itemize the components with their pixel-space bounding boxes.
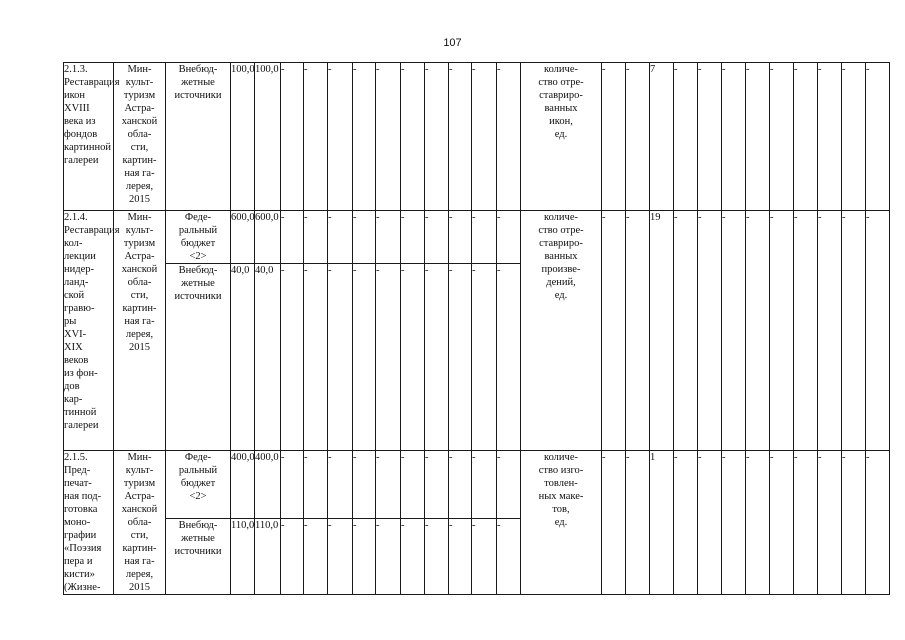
amount-cell: -	[304, 63, 328, 211]
funding-source-line: Внебюд-	[178, 64, 218, 75]
indicator-value: -	[626, 63, 650, 211]
executor-cell	[114, 451, 166, 595]
indicator-cell-line: ство отре-	[538, 225, 584, 236]
activity-name-line: кол-	[64, 238, 83, 249]
amount-cell: -	[376, 519, 401, 595]
executor-cell-line: лерея,	[125, 181, 154, 192]
amount-cell: -	[281, 519, 304, 595]
executor-cell-line: туризм	[123, 90, 156, 101]
amount-cell: -	[497, 63, 521, 211]
activity-name-line: графии	[64, 530, 97, 541]
amount-cell: -	[304, 211, 328, 264]
amount-cell: -	[425, 63, 449, 211]
executor-cell-line: лерея,	[125, 329, 154, 340]
table-row	[64, 451, 890, 519]
amount-cell: -	[497, 451, 521, 519]
activity-name-line: ланд-	[64, 277, 89, 288]
indicator-cell-line: товлен-	[544, 478, 578, 489]
amount-cell: -	[304, 451, 328, 519]
amount-cell: -	[353, 211, 376, 264]
indicator-cell-line: ед.	[554, 290, 568, 301]
amount-cell: -	[449, 211, 472, 264]
funding-source-line: жетные	[181, 278, 215, 289]
amount-cell: -	[328, 264, 353, 451]
amount-cell: -	[401, 63, 425, 211]
activity-name-line: XVIII	[64, 103, 90, 114]
indicator-value: -	[746, 451, 770, 595]
amount-cell: -	[472, 63, 497, 211]
indicator-value: -	[722, 63, 746, 211]
indicator-cell-line: ед.	[554, 517, 568, 528]
activity-name-line: ная под-	[64, 491, 102, 502]
executor-cell-line: картин-	[122, 543, 157, 554]
activity-name-line: тинной	[64, 407, 97, 418]
activity-name-line: галереи	[64, 420, 99, 431]
amount-year: 110,0	[255, 519, 281, 595]
activity-name-line: XIX	[64, 342, 83, 353]
activity-name-line: Реставрация	[64, 225, 120, 236]
amount-cell: -	[328, 211, 353, 264]
table-row	[64, 63, 890, 211]
amount-cell: -	[281, 264, 304, 451]
activity-name-line: 2.1.5.	[64, 452, 88, 463]
executor-cell-line: сти,	[130, 142, 149, 153]
indicator-value: -	[842, 211, 866, 451]
amount-cell: -	[281, 63, 304, 211]
executor-cell-line: Мин-	[127, 64, 152, 75]
amount-cell: -	[376, 264, 401, 451]
indicator-value: -	[698, 211, 722, 451]
indicator-cell-line: ставриро-	[539, 238, 583, 249]
indicator-cell-line: количе-	[544, 452, 578, 463]
indicator-cell-line: ванных	[544, 251, 578, 262]
indicator-value: -	[794, 211, 818, 451]
program-table	[63, 62, 890, 595]
activity-name-line: 2.1.4.	[64, 212, 88, 223]
indicator-cell-line: количе-	[544, 64, 578, 75]
indicator-value: -	[842, 451, 866, 595]
indicator-value: -	[842, 63, 866, 211]
indicator-value: -	[770, 451, 794, 595]
indicator-cell-line: ных маке-	[538, 491, 584, 502]
activity-name	[64, 451, 114, 595]
executor-cell-line: картин-	[122, 155, 157, 166]
indicator-value: -	[746, 63, 770, 211]
indicator-value: -	[818, 451, 842, 595]
indicator-value: -	[602, 63, 626, 211]
executor-cell-line: туризм	[123, 238, 156, 249]
indicator-cell-line: ед.	[554, 129, 568, 140]
amount-cell: -	[281, 211, 304, 264]
amount-cell: -	[425, 264, 449, 451]
activity-name-line: ры	[64, 316, 77, 327]
activity-name-line: XVI-	[64, 329, 87, 340]
executor-cell-line: Астра-	[124, 103, 155, 114]
indicator-cell-line: ство отре-	[538, 77, 584, 88]
amount-total: 600,0	[231, 211, 255, 264]
executor-cell-line: ная га-	[124, 556, 155, 567]
page-number: 107	[443, 37, 462, 49]
indicator-value: -	[626, 211, 650, 451]
activity-name-line: печат-	[64, 478, 92, 489]
activity-name-line: готовка	[64, 504, 98, 515]
executor-cell-line: ханской	[121, 264, 158, 275]
executor-cell-line: культ-	[125, 465, 154, 476]
amount-cell: -	[401, 211, 425, 264]
funding-source	[166, 264, 231, 451]
indicator-value: -	[818, 211, 842, 451]
executor-cell-line: 2015	[129, 582, 150, 593]
executor-cell-line: сти,	[130, 290, 149, 301]
indicator-value: 1	[650, 451, 674, 595]
activity-name-line: гравю-	[64, 303, 95, 314]
indicator-value: -	[674, 451, 698, 595]
amount-cell: -	[328, 519, 353, 595]
executor-cell	[114, 211, 166, 451]
activity-name-line: 2.1.3.	[64, 64, 88, 75]
amount-year: 100,0	[255, 63, 281, 211]
executor-cell-line: ная га-	[124, 168, 155, 179]
amount-year: 40,0	[255, 264, 281, 451]
executor-cell	[114, 63, 166, 211]
executor-cell-line: картин-	[122, 303, 157, 314]
amount-cell: -	[472, 451, 497, 519]
executor-cell-line: Мин-	[127, 452, 152, 463]
activity-name-line: икон	[64, 90, 86, 101]
indicator-value: -	[698, 63, 722, 211]
indicator-value: -	[698, 451, 722, 595]
funding-source-line: Внебюд-	[178, 520, 218, 531]
amount-cell: -	[353, 63, 376, 211]
amount-cell: -	[353, 451, 376, 519]
indicator-cell-line: дений,	[546, 277, 576, 288]
funding-source-line: источники	[174, 291, 222, 302]
activity-name-line: ской	[64, 290, 85, 301]
funding-source	[166, 63, 231, 211]
indicator-value: -	[674, 211, 698, 451]
indicator-value: -	[794, 63, 818, 211]
indicator-value: -	[602, 211, 626, 451]
funding-source-line: ральный	[178, 465, 218, 476]
indicator-value: 19	[650, 211, 674, 451]
amount-cell: -	[328, 451, 353, 519]
indicator-value: -	[770, 63, 794, 211]
amount-cell: -	[328, 63, 353, 211]
amount-cell: -	[497, 264, 521, 451]
activity-name-line: кисти»	[64, 569, 95, 580]
executor-cell-line: ная га-	[124, 316, 155, 327]
amount-cell: -	[425, 451, 449, 519]
amount-total: 40,0	[231, 264, 255, 451]
activity-name-line: фондов	[64, 129, 98, 140]
amount-cell: -	[353, 519, 376, 595]
executor-cell-line: 2015	[129, 342, 150, 353]
executor-cell-line: туризм	[123, 478, 156, 489]
activity-name-line: дов	[64, 381, 80, 392]
funding-source-line: <2>	[189, 491, 207, 502]
executor-cell-line: ханской	[121, 504, 158, 515]
amount-cell: -	[401, 264, 425, 451]
activity-name-line: из фон-	[64, 368, 98, 379]
activity-name	[64, 211, 120, 451]
indicator-cell-line: тов,	[552, 504, 570, 515]
amount-cell: -	[376, 211, 401, 264]
indicator-value: -	[674, 63, 698, 211]
executor-cell-line: обла-	[127, 517, 152, 528]
executor-cell-line: Мин-	[127, 212, 152, 223]
amount-cell: -	[304, 519, 328, 595]
funding-source-line: ральный	[178, 225, 218, 236]
activity-name-line: лекции	[64, 251, 96, 262]
funding-source-line: бюджет	[180, 478, 216, 489]
executor-cell-line: обла-	[127, 129, 152, 140]
amount-total: 400,0	[231, 451, 255, 519]
amount-cell: -	[376, 451, 401, 519]
indicator-value: -	[770, 211, 794, 451]
indicator-value: -	[746, 211, 770, 451]
amount-cell: -	[472, 264, 497, 451]
indicator-cell-line: ванных	[544, 103, 578, 114]
indicator-value: -	[866, 63, 890, 211]
indicator-value: -	[866, 451, 890, 595]
funding-source-line: Феде-	[184, 212, 212, 223]
amount-year: 600,0	[255, 211, 281, 264]
activity-name-line: галереи	[64, 155, 99, 166]
executor-cell-line: Астра-	[124, 491, 155, 502]
funding-source-line: Внебюд-	[178, 265, 218, 276]
executor-cell-line: лерея,	[125, 569, 154, 580]
amount-cell: -	[425, 519, 449, 595]
executor-cell-line: Астра-	[124, 251, 155, 262]
funding-source-line: бюджет	[180, 238, 216, 249]
amount-cell: -	[497, 211, 521, 264]
amount-cell: -	[425, 211, 449, 264]
activity-name-line: «Поэзия	[64, 543, 102, 554]
activity-name-line: картинной	[64, 142, 112, 153]
funding-source-line: Феде-	[184, 452, 212, 463]
executor-cell-line: культ-	[125, 225, 154, 236]
funding-source	[166, 519, 231, 595]
funding-source-line: жетные	[181, 533, 215, 544]
amount-total: 110,0	[231, 519, 255, 595]
activity-name-line: моно-	[64, 517, 91, 528]
amount-cell: -	[449, 451, 472, 519]
funding-source	[166, 211, 231, 264]
activity-name-line: века из	[64, 116, 96, 127]
indicator-value: 7	[650, 63, 674, 211]
amount-cell: -	[449, 519, 472, 595]
indicator-cell	[521, 63, 602, 211]
indicator-cell-line: произве-	[541, 264, 581, 275]
indicator-value: -	[794, 451, 818, 595]
amount-cell: -	[497, 519, 521, 595]
amount-year: 400,0	[255, 451, 281, 519]
activity-name-line: пера и	[64, 556, 93, 567]
amount-cell: -	[472, 519, 497, 595]
activity-name-line: Реставрация	[64, 77, 120, 88]
amount-cell: -	[449, 63, 472, 211]
indicator-value: -	[602, 451, 626, 595]
indicator-value: -	[722, 211, 746, 451]
indicator-cell	[521, 451, 602, 595]
activity-name-line: кар-	[64, 394, 83, 405]
amount-cell: -	[281, 451, 304, 519]
amount-cell: -	[401, 519, 425, 595]
activity-name	[64, 63, 120, 211]
activity-name-line: (Жизне-	[64, 582, 101, 593]
indicator-value: -	[722, 451, 746, 595]
amount-cell: -	[401, 451, 425, 519]
amount-cell: -	[449, 264, 472, 451]
funding-source	[166, 451, 231, 519]
indicator-cell-line: ставриро-	[539, 90, 583, 101]
indicator-cell-line: икон,	[549, 116, 573, 127]
executor-cell-line: культ-	[125, 77, 154, 88]
activity-name-line: нидер-	[64, 264, 94, 275]
amount-cell: -	[304, 264, 328, 451]
executor-cell-line: сти,	[130, 530, 149, 541]
funding-source-line: источники	[174, 90, 222, 101]
executor-cell-line: 2015	[129, 194, 150, 205]
amount-cell: -	[472, 211, 497, 264]
indicator-value: -	[626, 451, 650, 595]
indicator-value: -	[818, 63, 842, 211]
indicator-value: -	[866, 211, 890, 451]
funding-source-line: источники	[174, 546, 222, 557]
amount-total: 100,0	[231, 63, 255, 211]
funding-source-line: <2>	[189, 251, 207, 262]
table-row	[64, 211, 890, 264]
indicator-cell-line: количе-	[544, 212, 578, 223]
funding-source-line: жетные	[181, 77, 215, 88]
indicator-cell	[521, 211, 602, 451]
activity-name-line: Пред-	[64, 465, 91, 476]
indicator-cell-line: ство изго-	[538, 465, 584, 476]
executor-cell-line: ханской	[121, 116, 158, 127]
executor-cell-line: обла-	[127, 277, 152, 288]
activity-name-line: веков	[64, 355, 89, 366]
amount-cell: -	[376, 63, 401, 211]
amount-cell: -	[353, 264, 376, 451]
